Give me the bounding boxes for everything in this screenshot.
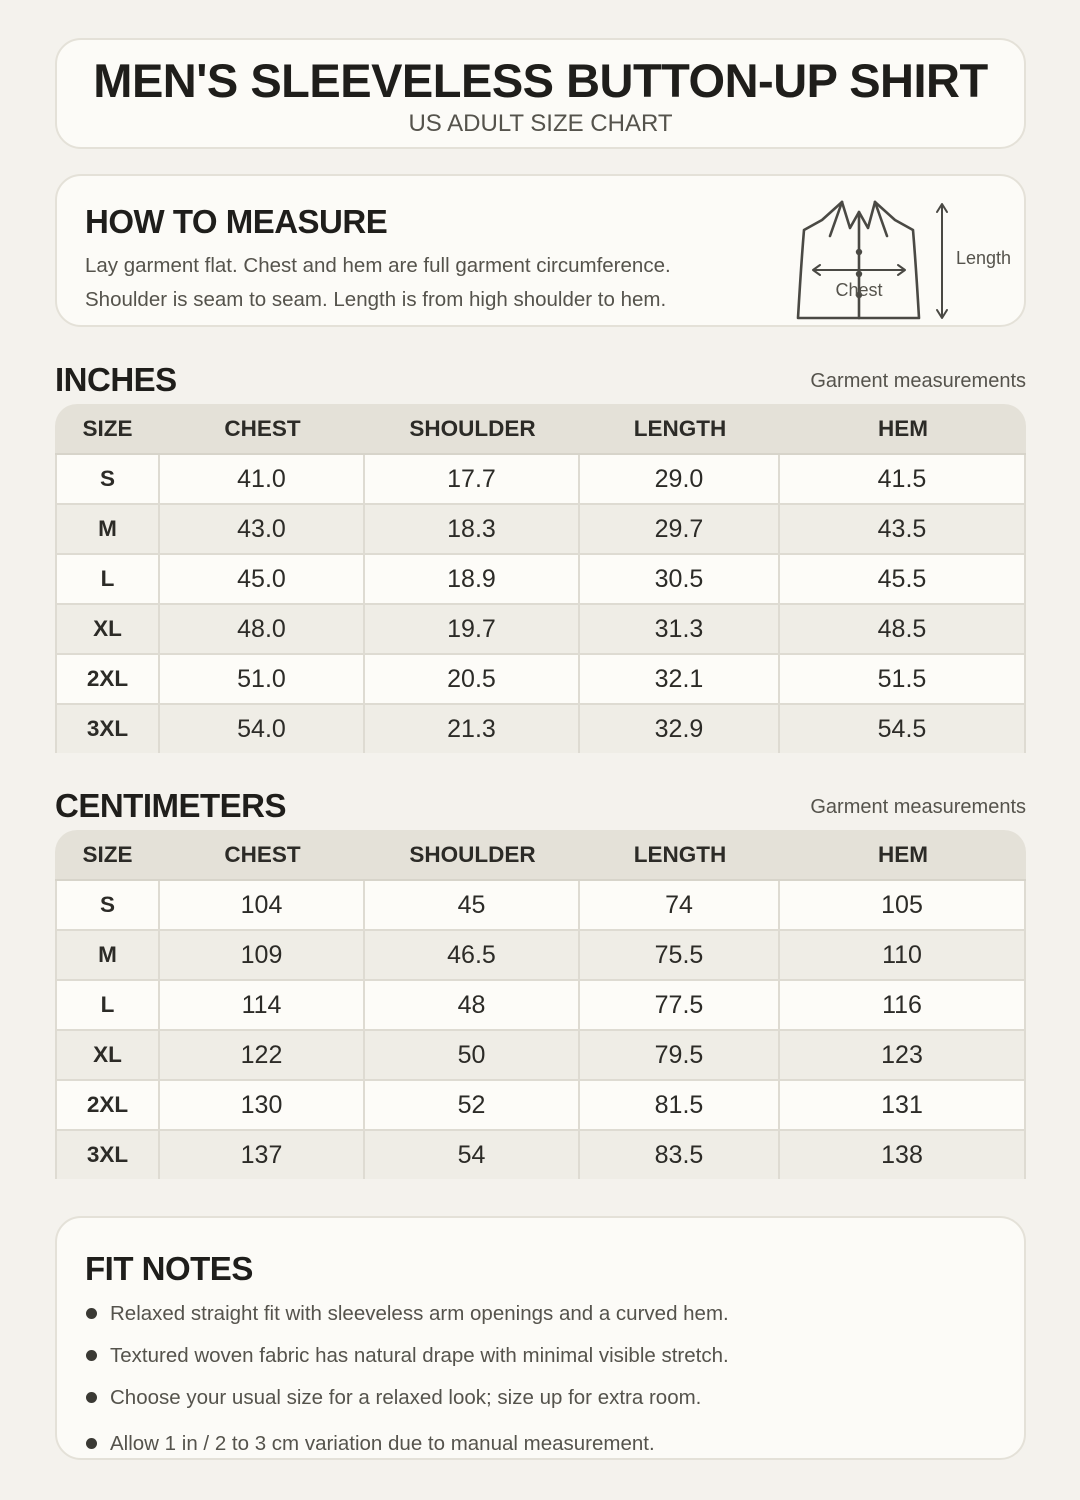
size-cell: M — [55, 505, 160, 555]
measurement-cell: 31.3 — [580, 605, 780, 655]
list-item — [85, 1302, 729, 1344]
measurement-cell: 138 — [780, 1131, 1026, 1179]
fit-notes-list — [85, 1302, 729, 1474]
measurement-cell: 79.5 — [580, 1031, 780, 1081]
column-header-length: LENGTH — [580, 404, 780, 455]
fit-note-text: Allow 1 in / 2 to 3 cm variation due to manual measurement. — [110, 1432, 655, 1455]
measurement-cell: 83.5 — [580, 1131, 780, 1179]
table-row — [55, 555, 1026, 605]
measurement-cell: 131 — [780, 1081, 1026, 1131]
measurement-cell: 45 — [365, 881, 580, 931]
column-header-hem: HEM — [780, 830, 1026, 881]
column-header-size: SIZE — [55, 404, 160, 455]
measurement-cell: 54.0 — [160, 705, 365, 753]
table-header-row — [55, 830, 1026, 881]
fit-note-text: Choose your usual size for a relaxed look; size up for extra room. — [110, 1386, 702, 1409]
measurement-cell: 137 — [160, 1131, 365, 1179]
centimeters-note: Garment measurements — [810, 796, 1026, 818]
table-row — [55, 1131, 1026, 1179]
measurement-cell: 45.0 — [160, 555, 365, 605]
size-cell: 3XL — [55, 1131, 160, 1179]
table-row — [55, 455, 1026, 505]
table-row — [55, 655, 1026, 705]
column-header-shoulder: SHOULDER — [365, 830, 580, 881]
size-cell: XL — [55, 1031, 160, 1081]
measurement-cell: 18.3 — [365, 505, 580, 555]
inches-size-table — [55, 404, 1026, 753]
button-dot — [856, 271, 862, 277]
measurement-cell: 74 — [580, 881, 780, 931]
inches-note: Garment measurements — [810, 370, 1026, 392]
measure-instruction-2: Shoulder is seam to seam. Length is from high shoulder to hem. — [85, 288, 667, 311]
size-cell: XL — [55, 605, 160, 655]
inches-heading: INCHES — [55, 361, 177, 398]
measurement-cell: 48.5 — [780, 605, 1026, 655]
measurement-cell: 18.9 — [365, 555, 580, 605]
measurement-cell: 43.0 — [160, 505, 365, 555]
measurement-cell: 43.5 — [780, 505, 1026, 555]
inches-section-header — [55, 361, 1026, 401]
centimeters-section-header — [55, 787, 1026, 827]
size-cell: 3XL — [55, 705, 160, 753]
size-cell: L — [55, 981, 160, 1031]
measurement-cell: 19.7 — [365, 605, 580, 655]
table-row — [55, 605, 1026, 655]
list-item — [85, 1344, 729, 1386]
page-title: MEN'S SLEEVELESS BUTTON-UP SHIRT — [93, 54, 988, 107]
measurement-cell: 21.3 — [365, 705, 580, 753]
measurement-cell: 45.5 — [780, 555, 1026, 605]
size-cell: S — [55, 455, 160, 505]
measurement-cell: 105 — [780, 881, 1026, 931]
bullet-icon — [86, 1350, 97, 1361]
measurement-cell: 17.7 — [365, 455, 580, 505]
measurement-cell: 109 — [160, 931, 365, 981]
table-row — [55, 881, 1026, 931]
measurement-cell: 104 — [160, 881, 365, 931]
chest-label: Chest — [835, 280, 883, 300]
list-item — [85, 1432, 729, 1474]
size-cell: L — [55, 555, 160, 605]
measurement-cell: 48.0 — [160, 605, 365, 655]
measure-instruction-1: Lay garment flat. Chest and hem are full garment circumference. — [85, 254, 671, 277]
fit-notes-card — [55, 1216, 1026, 1460]
size-cell: 2XL — [55, 655, 160, 705]
measurement-cell: 41.0 — [160, 455, 365, 505]
bullet-icon — [86, 1438, 97, 1449]
size-cell: M — [55, 931, 160, 981]
column-header-hem: HEM — [780, 404, 1026, 455]
measurement-cell: 32.9 — [580, 705, 780, 753]
measurement-cell: 50 — [365, 1031, 580, 1081]
size-cell: S — [55, 881, 160, 931]
measurement-cell: 29.0 — [580, 455, 780, 505]
button-dot — [856, 249, 862, 255]
measurement-cell: 123 — [780, 1031, 1026, 1081]
centimeters-size-table — [55, 830, 1026, 1179]
fit-note-text: Textured woven fabric has natural drape with minimal visible stretch. — [110, 1344, 729, 1367]
bullet-icon — [86, 1308, 97, 1319]
table-row — [55, 931, 1026, 981]
shirt-outline-icon — [792, 196, 1022, 324]
measurement-cell: 114 — [160, 981, 365, 1031]
table-row — [55, 981, 1026, 1031]
measurement-cell: 41.5 — [780, 455, 1026, 505]
measurement-cell: 51.0 — [160, 655, 365, 705]
measurement-cell: 122 — [160, 1031, 365, 1081]
measurement-cell: 46.5 — [365, 931, 580, 981]
measurement-cell: 32.1 — [580, 655, 780, 705]
how-to-measure-heading: HOW TO MEASURE — [85, 203, 388, 240]
measurement-cell: 54 — [365, 1131, 580, 1179]
measurement-cell: 75.5 — [580, 931, 780, 981]
column-header-chest: CHEST — [160, 830, 365, 881]
measurement-cell: 52 — [365, 1081, 580, 1131]
centimeters-heading: CENTIMETERS — [55, 787, 287, 824]
measurement-cell: 29.7 — [580, 505, 780, 555]
column-header-length: LENGTH — [580, 830, 780, 881]
measurement-cell: 110 — [780, 931, 1026, 981]
how-to-measure-card — [55, 174, 1026, 327]
measurement-cell: 30.5 — [580, 555, 780, 605]
table-row — [55, 505, 1026, 555]
table-row — [55, 1031, 1026, 1081]
list-item — [85, 1386, 729, 1428]
table-header-row — [55, 404, 1026, 455]
size-cell: 2XL — [55, 1081, 160, 1131]
measurement-cell: 130 — [160, 1081, 365, 1131]
page-subtitle: US ADULT SIZE CHART — [408, 110, 673, 137]
fit-note-text: Relaxed straight fit with sleeveless arm openings and a curved hem. — [110, 1302, 729, 1325]
measurement-cell: 51.5 — [780, 655, 1026, 705]
bullet-icon — [86, 1392, 97, 1403]
fit-notes-heading: FIT NOTES — [85, 1250, 253, 1287]
table-row — [55, 1081, 1026, 1131]
measurement-cell: 81.5 — [580, 1081, 780, 1131]
measurement-cell: 77.5 — [580, 981, 780, 1031]
table-row — [55, 705, 1026, 753]
title-card — [55, 38, 1026, 149]
column-header-size: SIZE — [55, 830, 160, 881]
measurement-cell: 54.5 — [780, 705, 1026, 753]
measurement-cell: 20.5 — [365, 655, 580, 705]
column-header-shoulder: SHOULDER — [365, 404, 580, 455]
length-label: Length — [956, 248, 1012, 268]
measurement-cell: 116 — [780, 981, 1026, 1031]
measurement-cell: 48 — [365, 981, 580, 1031]
column-header-chest: CHEST — [160, 404, 365, 455]
